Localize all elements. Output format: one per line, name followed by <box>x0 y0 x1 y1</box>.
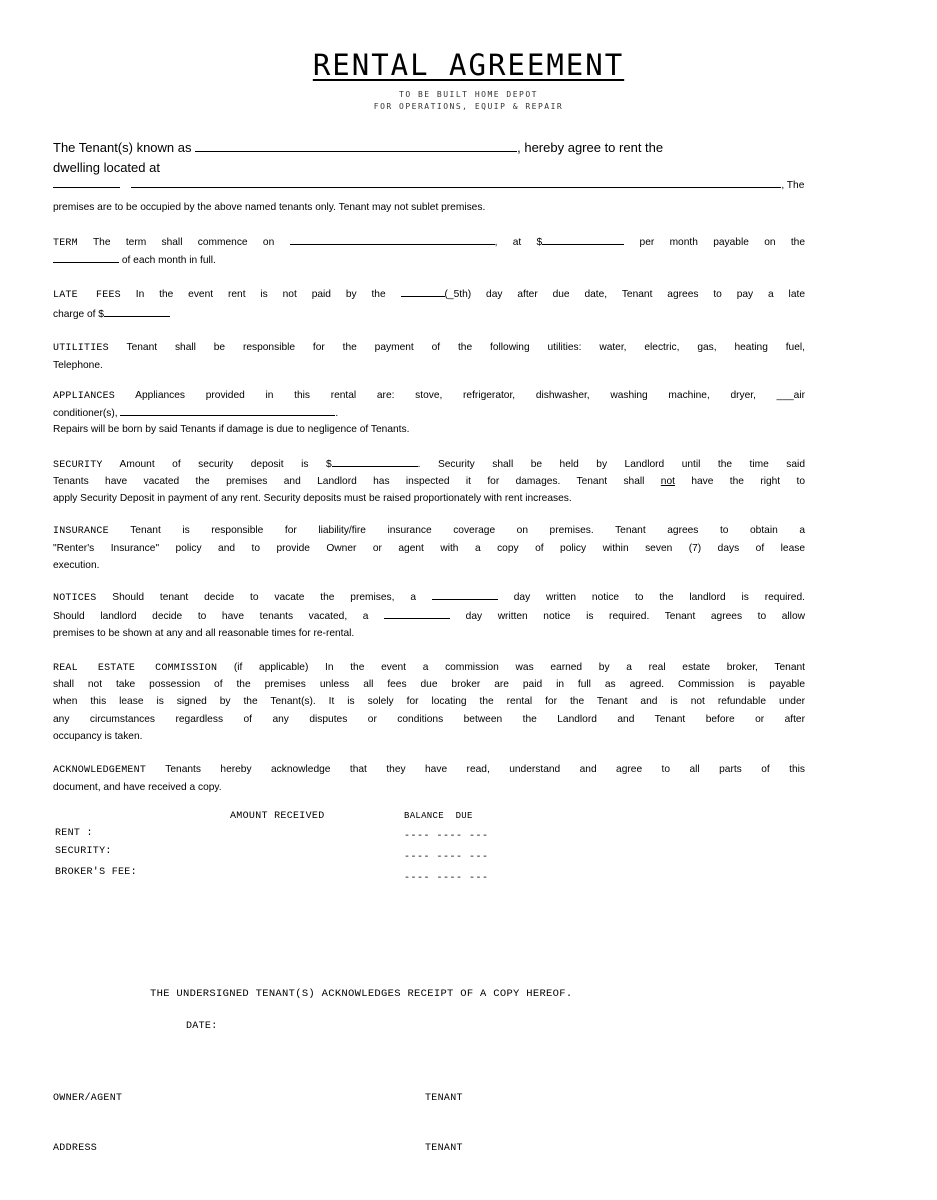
late-fees-line-2: charge of $ <box>53 305 805 324</box>
document-subtitle-line-2: FOR OPERATIONS, EQUIP & REPAIR <box>373 102 564 111</box>
payment-row-balance: ---- ---- --- <box>404 852 489 863</box>
appliances-other-blank[interactable] <box>120 404 335 416</box>
address-label: ADDRESS <box>53 1143 98 1154</box>
payment-row-label: RENT : <box>55 828 93 839</box>
late-fees-line-1: LATE FEES In the event rent is not paid by the (_5th) day after due date, Tenant agrees to pay a late <box>53 285 805 305</box>
late-charge-amount-blank[interactable] <box>104 305 170 317</box>
tenant-2-label: TENANT <box>425 1143 463 1154</box>
balance-due-header: BALANCE DUE <box>404 811 473 821</box>
appliances-line-1: APPLIANCES Appliances provided in this rental are: stove, refrigerator, dishwasher, washing machine, dryer, ___air <box>53 390 805 402</box>
insurance-line-2: "Renter's Insurance" policy and to provide Owner or agent with a copy of policy within seven (7) days of lease <box>53 543 805 554</box>
appliances-label: APPLIANCES <box>53 391 116 402</box>
document-subtitle-line-1: TO BE BUILT HOME DEPOT <box>399 90 538 99</box>
notices-line-3: premises to be shown at any and all reasonable times for re-rental. <box>53 628 355 639</box>
insurance-label: INSURANCE <box>53 526 109 537</box>
amount-received-header: AMOUNT RECEIVED <box>230 811 325 822</box>
payment-row-label: BROKER'S FEE: <box>55 867 137 878</box>
rent-due-day-blank[interactable] <box>53 251 119 263</box>
payment-row-balance: ---- ---- --- <box>404 873 489 884</box>
term-start-date-blank[interactable] <box>290 233 495 245</box>
utilities-label: UTILITIES <box>53 343 109 354</box>
insurance-line-1: INSURANCE Tenant is responsible for liability/fire insurance coverage on premises. Tenant agrees to obtain a <box>53 525 805 537</box>
tenant-intro-line-2: dwelling located at <box>53 160 160 175</box>
commission-label: REAL ESTATE COMMISSION <box>53 663 218 674</box>
term-line-1: TERM The term shall commence on , at $ per month payable on the <box>53 233 805 253</box>
security-line-2: Tenants have vacated the premises and Landlord has inspected it for damages. Tenant shall not have the right to <box>53 476 805 487</box>
commission-line-3: when this lease is signed by the Tenant(s). It is solely for locating the rental for the Tenant and is not refundable under <box>53 696 805 707</box>
date-label: DATE: <box>186 1021 218 1032</box>
utilities-line-1: UTILITIES Tenant shall be responsible for the payment of the following utilities: water, electric, gas, heating fuel, <box>53 342 805 354</box>
address-blank[interactable] <box>131 176 781 188</box>
term-line-2: of each month in full. <box>53 251 805 270</box>
landlord-notice-days-blank[interactable] <box>384 607 450 619</box>
receipt-statement: THE UNDERSIGNED TENANT(S) ACKNOWLEDGES RECEIPT OF A COPY HEREOF. <box>150 988 573 1000</box>
notices-label: NOTICES <box>53 593 97 604</box>
commission-line-2: shall not take possession of the premises unless all fees due broker are paid in full as agreed. Commission is payable <box>53 679 805 690</box>
security-line-3: apply Security Deposit in payment of any rent. Security deposits must be raised proportionately with rent increases. <box>53 493 572 504</box>
commission-line-1: REAL ESTATE COMMISSION (if applicable) In the event a commission was earned by a real estate broker, Tenant <box>53 662 805 674</box>
acknowledgement-label: ACKNOWLEDGEMENT <box>53 765 147 776</box>
security-line-1: SECURITY Amount of security deposit is $ . Security shall be held by Landlord until the time said <box>53 455 805 475</box>
commission-line-4: any circumstances regardless of any disputes or conditions between the Landlord and Tenant before or after <box>53 714 805 725</box>
late-fee-day-blank[interactable] <box>401 285 445 297</box>
tenant-intro-line-4: premises are to be occupied by the above named tenants only. Tenant may not sublet premises. <box>53 202 486 213</box>
notices-line-2: Should landlord decide to have tenants vacated, a day written notice is required. Tenant agrees to allow <box>53 607 805 626</box>
tenant-notice-days-blank[interactable] <box>432 588 498 600</box>
acknowledgement-line-2: document, and have received a copy. <box>53 782 222 793</box>
late-fees-label: LATE FEES <box>53 290 121 301</box>
rent-amount-blank[interactable] <box>542 233 624 245</box>
security-deposit-amount-blank[interactable] <box>332 455 418 467</box>
utilities-line-2: Telephone. <box>53 360 103 371</box>
insurance-line-3: execution. <box>53 560 100 571</box>
appliances-line-3: Repairs will be born by said Tenants if damage is due to negligence of Tenants. <box>53 424 410 435</box>
tenant-intro-line-1: The Tenant(s) known as , hereby agree to rent the <box>53 140 664 155</box>
appliances-line-2: conditioner(s), . <box>53 404 805 423</box>
tenant-1-label: TENANT <box>425 1093 463 1104</box>
payment-row-balance: ---- ---- --- <box>404 831 489 842</box>
commission-line-5: occupancy is taken. <box>53 731 143 742</box>
owner-agent-label: OWNER/AGENT <box>53 1093 123 1104</box>
payment-row-label: SECURITY: <box>55 846 112 857</box>
acknowledgement-line-1: ACKNOWLEDGEMENT Tenants hereby acknowledge that they have read, understand and agree to all parts of this <box>53 764 805 776</box>
security-label: SECURITY <box>53 460 103 471</box>
document-title: RENTAL AGREEMENT <box>312 48 625 82</box>
address-number-blank[interactable] <box>53 176 120 188</box>
tenant-intro-line-3: , The <box>53 176 805 195</box>
notices-line-1: NOTICES Should tenant decide to vacate the premises, a day written notice to the landlord is required. <box>53 588 805 608</box>
tenant-name-blank[interactable] <box>195 140 517 152</box>
term-label: TERM <box>53 238 78 249</box>
